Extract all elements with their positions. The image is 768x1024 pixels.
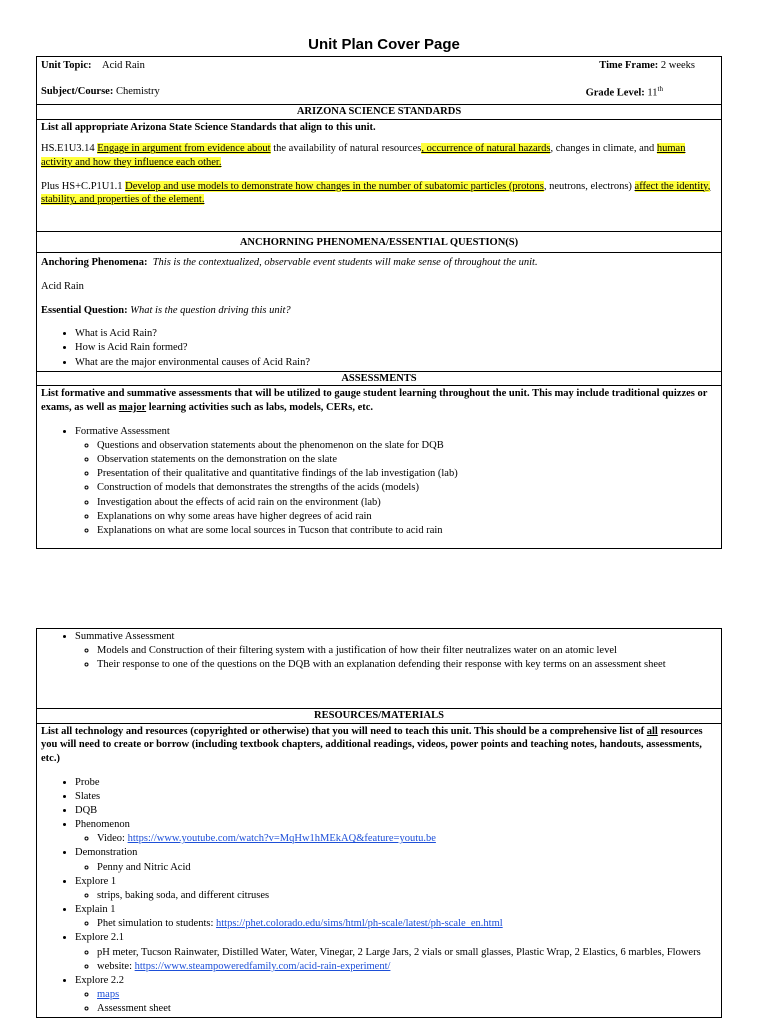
standard-2 — [41, 180, 717, 207]
website-label: website: — [97, 960, 135, 972]
resources-instruction-a: List all technology and resources (copyrighted or otherwise) that you will need to teach this unit. This should be a comprehensive list of — [41, 725, 647, 737]
resources-instruction-b: resources you will need to create or borrow (including textbook chapters, additional readings, videos, power points and teaching notes, handouts, assessments, etc.) — [41, 725, 703, 764]
list-item: ◦ Presentation of their qualitative and quantitative findings of the lab investigation (lab) — [97, 467, 717, 481]
standard-1-text-b: , changes in climate, and — [550, 143, 657, 155]
list-item: • How is Acid Rain formed? — [75, 341, 717, 355]
maps-link[interactable]: maps — [97, 989, 120, 1001]
list-item: • Slates — [75, 790, 717, 804]
phenomena-header: ANCHORNING PHENOMENA/ESSENTIAL QUESTION(S) — [37, 231, 722, 253]
list-item — [75, 903, 717, 931]
standard-1-text-a: the availability of natural resources — [270, 143, 422, 155]
standards-cell — [37, 119, 722, 231]
list-item — [75, 931, 717, 974]
assessments-instruction-b: learning activities such as labs, models, CERs, etc. — [146, 402, 374, 413]
phet-label: Phet simulation to students: — [97, 918, 217, 930]
list-item: ◦ Their response to one of the questions on the DQB with an explanation defending their response with key terms on an assessment sheet — [97, 658, 717, 672]
standard-1-code: HS.E1U3.14 — [41, 143, 95, 155]
essential-questions-list — [41, 327, 717, 370]
list-item: ◦ strips, baking soda, and different citruses — [97, 889, 717, 903]
demonstration-label: Demonstration — [75, 847, 138, 859]
standard-2-highlight-b: affect the identity, stability, and properties of the element. — [41, 180, 711, 206]
formative-assessment-item — [75, 425, 717, 538]
anchoring-phenomena-label: Anchoring Phenomena: — [41, 257, 148, 269]
anchoring-phenomena-value: Acid Rain — [41, 280, 84, 292]
list-item — [75, 846, 717, 874]
list-item: • What is Acid Rain? — [75, 327, 717, 341]
phet-link[interactable]: https://phet.colorado.edu/sims/html/ph-scale/latest/ph-scale_en.html — [216, 918, 503, 930]
standard-1-highlight-c: human activity and how they influence each other. — [41, 143, 686, 168]
assessments-instruction-major: major — [118, 402, 147, 413]
unit-topic-label: Unit Topic: — [41, 60, 92, 71]
grade-level-label: Grade Level: — [585, 87, 645, 99]
explain-1-label: Explain 1 — [75, 904, 116, 916]
list-item: ◦ pH meter, Tucson Rainwater, Distilled Water, Water, Vinegar, 2 Large Jars, 2 vials or small glasses, Plastic Wrap, 2 Elastics, 6 marbles, Flowers — [97, 946, 717, 960]
list-item: • What are the major environmental causes of Acid Rain? — [75, 356, 717, 370]
phenomenon-label: Phenomenon — [75, 819, 130, 831]
assessments-header: ASSESSMENTS — [37, 371, 722, 386]
summative-cell — [37, 629, 722, 709]
unit-info-cell — [37, 57, 722, 105]
assessments-cell — [37, 386, 722, 549]
summative-assessment-item — [75, 630, 717, 673]
anchoring-phenomena-note: This is the contextualized, observable event students will make sense of throughout the unit. — [152, 257, 538, 269]
page-title: Unit Plan Cover Page — [308, 36, 460, 53]
list-item: ◦ Construction of models that demonstrates the strengths of the acids (models) — [97, 481, 717, 495]
standard-1-highlight-a: Engage in argument from evidence about — [97, 143, 271, 155]
resources-list — [41, 776, 717, 1017]
grade-level-value: 11 — [647, 87, 658, 99]
essential-question-label: Essential Question: — [41, 304, 128, 316]
anchoring-phenomena-line — [41, 256, 717, 270]
unit-plan-table-page2 — [36, 628, 722, 1018]
list-item — [97, 917, 717, 931]
list-item: ◦ Models and Construction of their filtering system with a justification of how their filter neutralizes water on an atomic level — [97, 644, 717, 658]
list-item — [97, 832, 717, 846]
summative-list — [41, 630, 717, 673]
standard-1-highlight-b: , occurrence of natural hazards — [421, 143, 551, 155]
resources-cell — [37, 723, 722, 1018]
resources-header: RESOURCES/MATERIALS — [37, 709, 722, 724]
explore-1-label: Explore 1 — [75, 875, 117, 887]
subject-value: Chemistry — [115, 85, 160, 97]
list-item — [75, 875, 717, 903]
list-item — [97, 960, 717, 974]
list-item: ◦ Assessment sheet — [97, 1002, 717, 1016]
unit-plan-table-page1 — [36, 56, 722, 549]
list-item: ◦ Questions and observation statements about the phenomenon on the slate for DQB — [97, 439, 717, 453]
explore-2-2-label: Explore 2.2 — [75, 974, 124, 986]
standard-2-highlight-a: Develop and use models to demonstrate how changes in the number of subatomic particles (protons — [125, 180, 544, 192]
standard-2-text-a: , neutrons, electrons) — [543, 180, 635, 192]
list-item: ◦ Observation statements on the demonstration on the slate — [97, 453, 717, 467]
list-item — [97, 988, 717, 1002]
explore-2-1-label: Explore 2.1 — [75, 932, 124, 944]
unit-topic-value: Acid Rain — [101, 60, 145, 71]
list-item: ◦ Penny and Nitric Acid — [97, 861, 717, 875]
grade-level-suffix: th — [657, 84, 663, 93]
video-link[interactable]: https://www.youtube.com/watch?v=MqHw1hMEkAQ&feature=youtu.be — [127, 833, 436, 845]
acid-rain-experiment-link[interactable]: https://www.steampoweredfamily.com/acid-rain-experiment/ — [134, 960, 391, 972]
list-item: ◦ Explanations on what are some local sources in Tucson that contribute to acid rain — [97, 524, 717, 538]
essential-question-line — [41, 304, 717, 318]
standards-instruction: List all appropriate Arizona State Science Standards that align to this unit. — [41, 121, 376, 133]
assessments-instruction — [41, 387, 717, 414]
list-item — [75, 818, 717, 846]
subject-label: Subject/Course: — [41, 85, 114, 97]
list-item: • Probe — [75, 776, 717, 790]
time-frame-label: Time Frame: — [599, 60, 659, 71]
time-frame-value: 2 weeks — [660, 60, 695, 71]
list-item: ◦ Investigation about the effects of acid rain on the environment (lab) — [97, 496, 717, 510]
list-item — [75, 974, 717, 1017]
video-label: Video: — [97, 833, 128, 845]
standard-1 — [41, 142, 717, 169]
formative-list — [41, 425, 717, 538]
standard-2-code: Plus HS+C.P1U1.1 — [41, 180, 126, 192]
phenomena-cell — [37, 253, 722, 371]
assessments-instruction-a: List formative and summative assessments that will be utilized to gauge student learning throughout the unit. This may include traditional quizzes or exams, as well as — [41, 388, 708, 413]
list-item: • DQB — [75, 804, 717, 818]
standards-header: ARIZONA SCIENCE STANDARDS — [37, 105, 722, 120]
list-item: ◦ Explanations on why some areas have higher degrees of acid rain — [97, 510, 717, 524]
essential-question-note: What is the question driving this unit? — [130, 304, 291, 316]
formative-label: Formative Assessment — [75, 425, 170, 437]
resources-instruction — [41, 725, 717, 766]
resources-instruction-all: all — [646, 725, 658, 737]
summative-label: Summative Assessment — [75, 631, 175, 642]
